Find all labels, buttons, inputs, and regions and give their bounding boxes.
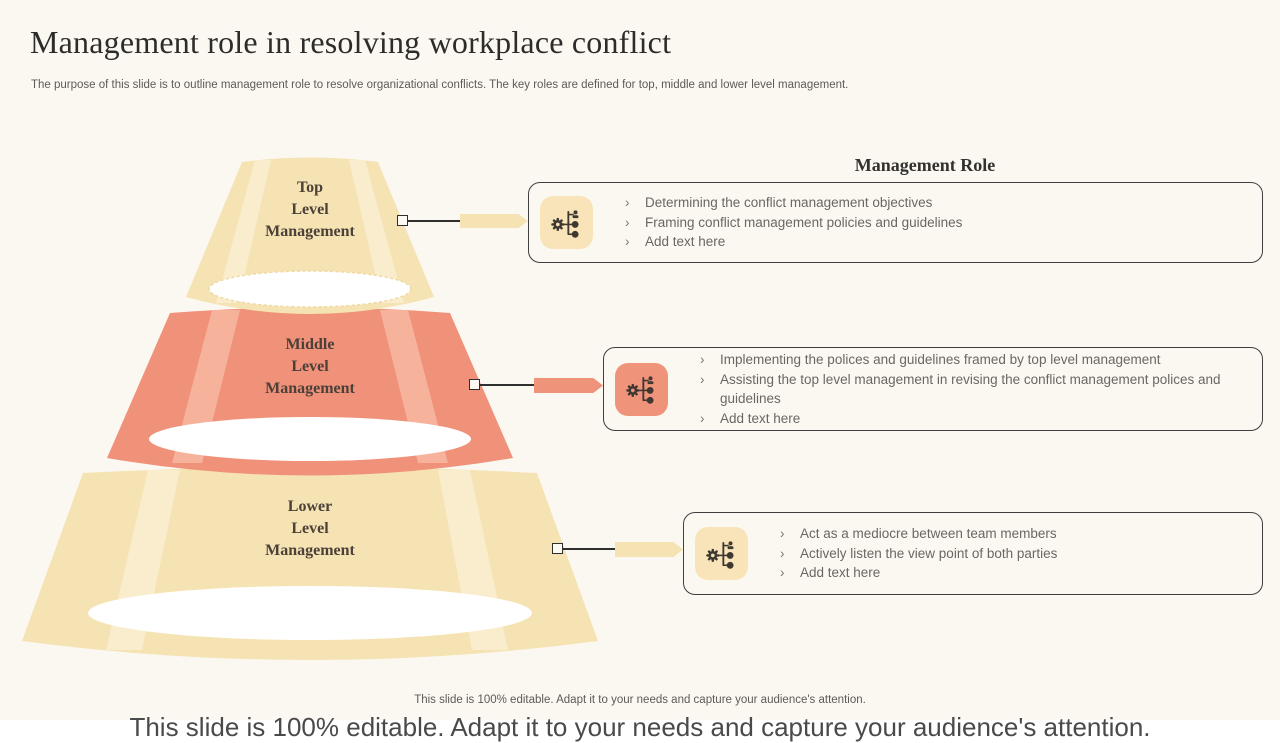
role-box-lower-level [683,512,1263,595]
chevron-bullet-icon: › [780,526,785,542]
bullet-text: Add text here [800,565,881,581]
connector-square-middle [469,379,480,390]
chevron-bullet-icon: › [700,410,705,426]
chevron-bullet-icon: › [700,352,705,367]
org-hierarchy-gear-icon [695,527,748,580]
bullet-item [700,409,1248,429]
chevron-bullet-icon: › [780,545,785,561]
bullet-text: Act as a mediocre between team members [800,526,1057,542]
bullet-item [780,544,1057,564]
funnel-lower-opening [88,586,532,640]
funnel-middle-opening [149,417,471,461]
bullet-text: Framing conflict management policies and guidelines [645,214,963,230]
connector-arrow-middle [534,378,603,393]
bullet-item [700,350,1248,370]
bullet-text: Assisting the top level management in revising the conflict management polices and guidelines [720,371,1221,406]
connector-line-lower [563,548,617,550]
connector-line-middle [480,384,536,386]
chevron-bullet-icon: › [625,234,630,250]
label-line: Middle [285,336,335,353]
chevron-bullet-icon: › [780,565,785,581]
management-role-heading: Management Role [854,155,996,175]
role-bullet-list [607,193,962,252]
org-hierarchy-gear-icon [540,196,593,249]
label-lower-level-management [190,496,430,562]
chevron-bullet-icon: › [625,195,630,211]
bullet-item [625,232,962,252]
bullet-item [625,213,962,233]
role-bullet-list [762,524,1057,583]
label-middle-level-management [190,334,430,400]
chevron-bullet-icon: › [700,371,705,387]
label-line: Top [296,179,324,196]
label-line: Level [291,358,329,375]
label-line: Management [265,223,355,240]
org-hierarchy-gear-icon [615,363,668,416]
footer-note-clipped [0,712,1280,742]
connector-arrow-top [460,214,528,228]
connector-line-top [408,220,462,222]
label-line: Level [291,520,329,537]
connector-square-top [397,215,408,226]
funnel-top-opening [209,271,411,307]
bullet-text: Add text here [645,234,726,250]
bullet-text: Actively listen the view point of both parties [800,545,1058,561]
bullet-text: Determining the conflict management objectives [645,195,933,211]
chevron-bullet-icon: › [625,214,630,230]
bullet-text: Implementing the polices and guidelines framed by top level management [720,352,1161,367]
bullet-item [700,370,1248,409]
label-line: Lower [287,498,333,515]
page-title: Management role in resolving workplace conflict [30,24,672,60]
connector-arrow-lower [615,542,683,557]
label-line: Level [291,201,329,218]
role-bullet-list [682,350,1248,428]
role-box-middle-level [603,347,1263,431]
bullet-item [780,563,1057,583]
bullet-item [625,193,962,213]
role-box-top-level [528,182,1263,263]
label-line: Management [265,542,355,559]
footer-note-clipped-text: This slide is 100% editable. Adapt it to your needs and capture your audience's attention. [129,712,1151,742]
label-top-level-management [190,177,430,243]
slide-subtitle: The purpose of this slide is to outline management role to resolve organizational conflicts. The key roles are defined for top, middle and lower level management. [31,79,849,91]
footer-note: This slide is 100% editable. Adapt it to your needs and capture your audience's attention. [414,694,866,706]
label-line: Management [265,380,355,397]
bullet-text: Add text here [720,410,801,426]
connector-square-lower [552,543,563,554]
bullet-item [780,524,1057,544]
